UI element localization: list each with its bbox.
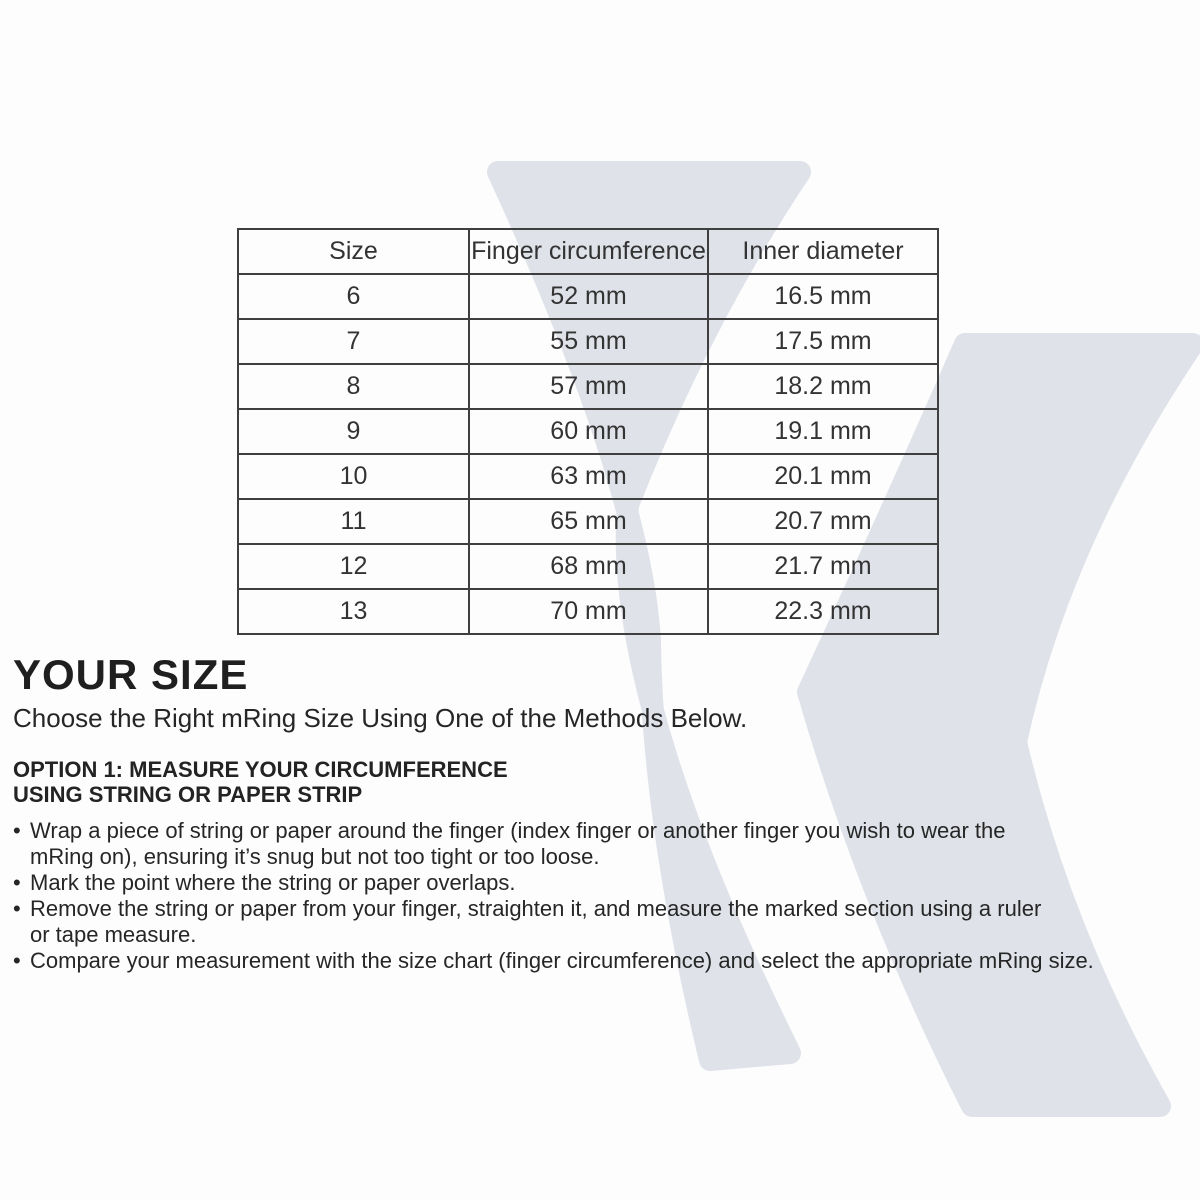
circumference-cell: 60 mm <box>469 409 708 454</box>
table-row <box>238 499 938 544</box>
table-row <box>238 274 938 319</box>
page-title: YOUR SIZE <box>13 651 249 698</box>
size-cell: 6 <box>238 274 469 319</box>
table-row <box>238 409 938 454</box>
circumference-cell: 55 mm <box>469 319 708 364</box>
circumference-cell: 57 mm <box>469 364 708 409</box>
circumference-cell: 63 mm <box>469 454 708 499</box>
bullet-dot: • <box>13 896 21 921</box>
diameter-cell: 19.1 mm <box>708 409 938 454</box>
size-cell: 13 <box>238 589 469 634</box>
size-cell: 8 <box>238 364 469 409</box>
diameter-cell: 20.7 mm <box>708 499 938 544</box>
bullet-text: Wrap a piece of string or paper around the finger (index finger or another finger you wish to wear the <box>30 818 1006 843</box>
bullet-text: Remove the string or paper from your finger, straighten it, and measure the marked section using a ruler <box>30 896 1042 921</box>
circumference-cell: 70 mm <box>469 589 708 634</box>
table-row <box>238 364 938 409</box>
bullet-dot: • <box>13 948 21 973</box>
table-row <box>238 544 938 589</box>
circumference-cell: 68 mm <box>469 544 708 589</box>
size-cell: 9 <box>238 409 469 454</box>
bullet-item <box>13 896 1094 922</box>
option1-heading-line1: OPTION 1: MEASURE YOUR CIRCUMFERENCE <box>13 757 508 782</box>
diameter-cell: 20.1 mm <box>708 454 938 499</box>
size-cell: 11 <box>238 499 469 544</box>
table-row <box>238 454 938 499</box>
size-cell: 10 <box>238 454 469 499</box>
page-subtitle: Choose the Right mRing Size Using One of the Methods Below. <box>13 703 748 733</box>
option1-heading-line2: USING STRING OR PAPER STRIP <box>13 782 363 807</box>
table-row <box>238 589 938 634</box>
bullet-item <box>13 948 1094 974</box>
header-cell-size: Size <box>238 229 469 274</box>
bullet-item-continuation <box>13 922 1094 948</box>
size-cell: 7 <box>238 319 469 364</box>
bullet-item <box>13 870 1094 896</box>
bullet-text: Mark the point where the string or paper overlaps. <box>30 870 516 895</box>
size-cell: 12 <box>238 544 469 589</box>
diameter-cell: 22.3 mm <box>708 589 938 634</box>
circumference-cell: 52 mm <box>469 274 708 319</box>
bullet-text: mRing on), ensuring it’s snug but not too tight or too loose. <box>30 844 600 869</box>
size-chart-table <box>237 228 939 635</box>
size-chart-header-row <box>238 229 938 274</box>
diameter-cell: 17.5 mm <box>708 319 938 364</box>
header-cell-diameter: Inner diameter <box>708 229 938 274</box>
bullet-list <box>13 818 1094 974</box>
bullet-dot: • <box>13 818 21 843</box>
header-cell-circumference: Finger circumference <box>469 229 708 274</box>
circumference-cell: 65 mm <box>469 499 708 544</box>
bullet-text: or tape measure. <box>30 922 197 947</box>
diameter-cell: 18.2 mm <box>708 364 938 409</box>
option1-heading <box>13 757 508 807</box>
bullet-item-continuation <box>13 844 1094 870</box>
table-row <box>238 319 938 364</box>
bullet-dot: • <box>13 870 21 895</box>
diameter-cell: 16.5 mm <box>708 274 938 319</box>
bullet-item <box>13 818 1094 844</box>
bullet-text: Compare your measurement with the size chart (finger circumference) and select the appropriate mRing size. <box>30 948 1094 973</box>
diameter-cell: 21.7 mm <box>708 544 938 589</box>
